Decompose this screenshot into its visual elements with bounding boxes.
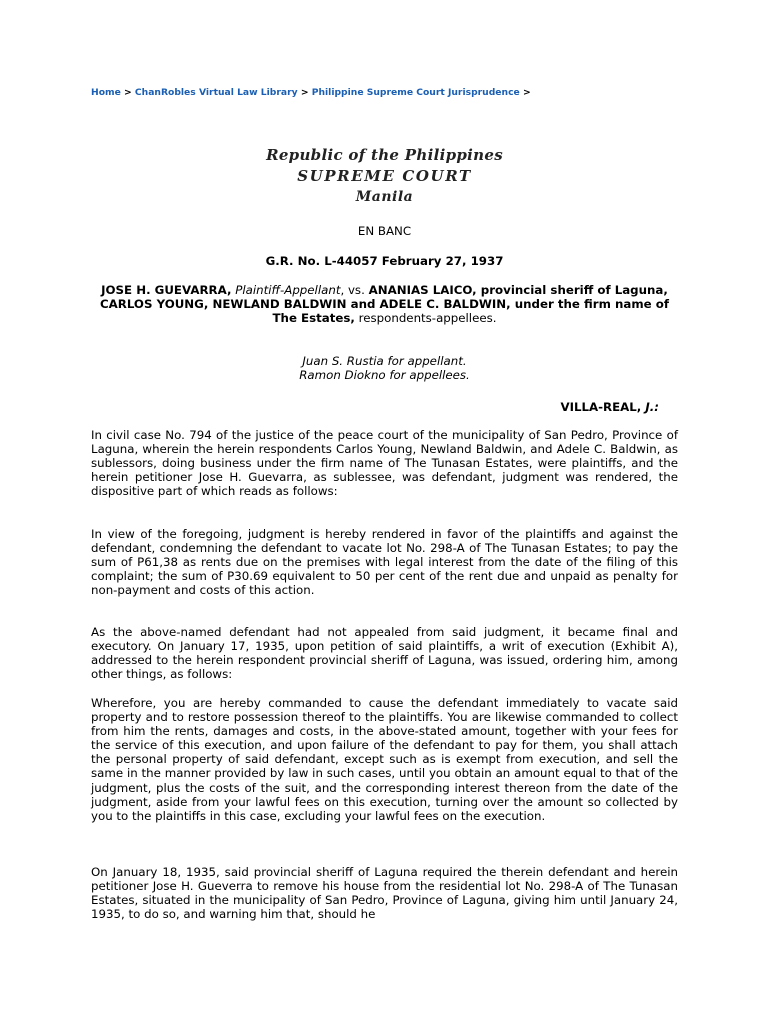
gr-number: G.R. No. L-44057 February 27, 1937 xyxy=(265,254,504,268)
counsel xyxy=(91,355,678,383)
ponente xyxy=(91,400,659,414)
paragraph-3: As the above-named defendant had not appealed from said judgment, it became final and executory. On January 17, 1935, upon petition of said plaintiffs, a writ of execution (Exhibit A), addressed to the herein respondent provincial sheriff of Laguna, was issued, ordering him, among other things, as follows: xyxy=(91,625,678,682)
paragraph-5: On January 18, 1935, said provincial sheriff of Laguna required the therein defendant and herein petitioner Jose H. Gueverra to remove his house from the residential lot No. 298-A of The Tunasan Estates, situated in the municipality of San Pedro, Province of Laguna, giving him until January 24, 1935, to do so, and warning him that, should he xyxy=(91,865,678,922)
division-label: EN BANC xyxy=(357,224,412,238)
appellant-role: Plaintiff-Appellant xyxy=(231,283,341,297)
breadcrumb-separator: > xyxy=(120,87,135,98)
appellant-name: JOSE H. GUEVARRA, xyxy=(101,283,232,297)
breadcrumb-separator: > xyxy=(519,87,531,98)
header-manila: Manila xyxy=(355,189,414,205)
breadcrumb-separator: > xyxy=(297,87,312,98)
breadcrumb-jurisprudence-link[interactable]: Philippine Supreme Court Jurisprudence xyxy=(311,87,520,98)
counsel-appellant: Juan S. Rustia for appellant. xyxy=(302,354,467,368)
breadcrumb xyxy=(91,87,531,98)
header-republic: Republic of the Philippines xyxy=(266,146,503,164)
paragraph-1: In civil case No. 794 of the justice of the peace court of the municipality of San Pedro, Province of Laguna, wherein the herein respondents Carlos Young, Newland Baldwin, and Adele C. Baldwin, as sublessors, doing business under the firm name of The Tunasan Estates, were plaintiffs, and the herein petitioner Jose H. Guevarra, as sublessee, was defendant, judgment was rendered, the dispositive part of which reads as follows: xyxy=(91,428,678,499)
sheriff-name: ANANIAS LAICO, provincial sheriff of Laguna, xyxy=(368,283,668,297)
court-header xyxy=(91,145,678,208)
appellees-role: respondents-appellees. xyxy=(354,310,497,325)
case-title xyxy=(91,284,678,325)
counsel-appellees: Ramon Diokno for appellees. xyxy=(299,367,470,382)
versus: , vs. xyxy=(340,283,369,297)
ponente-title: J.: xyxy=(645,400,659,414)
paragraph-4-quote: Wherefore, you are hereby commanded to cause the defendant immediately to vacate said property and to restore possession thereof to the plaintiffs. You are likewise commanded to collect from him the rents, damages and costs, in the above-stated amount, together with your fees for the service of this execution, and upon failure of the defendant to pay for them, you shall attach the personal property of said defendant, except such as is exempt from execution, and sell the same in the manner provided by law in such cases, until you obtain an amount equal to that of the judgment, plus the costs of the suit, and the corresponding interest thereon from the date of the judgment, aside from your lawful fees on this execution, turning over the amount so collected by you to the plaintiffs in this case, excluding your lawful fees on the execution. xyxy=(91,696,678,823)
breadcrumb-home-link[interactable]: Home xyxy=(91,87,121,98)
ponente-name: VILLA-REAL, xyxy=(560,400,646,414)
breadcrumb-library-link[interactable]: ChanRobles Virtual Law Library xyxy=(134,87,298,98)
header-supreme-court: SUPREME COURT xyxy=(297,167,472,185)
appellees-names: CARLOS YOUNG, NEWLAND BALDWIN and ADELE C. BALDWIN, under the firm name of The Estates, xyxy=(99,296,670,325)
paragraph-2-quote: In view of the foregoing, judgment is hereby rendered in favor of the plaintiffs and against the defendant, condemning the defendant to vacate lot No. 298-A of The Tunasan Estates; to pay the sum of P61,38 as rents due on the premises with legal interest from the date of the filing of this complaint; the sum of P30.69 equivalent to 50 per cent of the rent due and unpaid as penalty for non-payment and costs of this action. xyxy=(91,527,678,598)
